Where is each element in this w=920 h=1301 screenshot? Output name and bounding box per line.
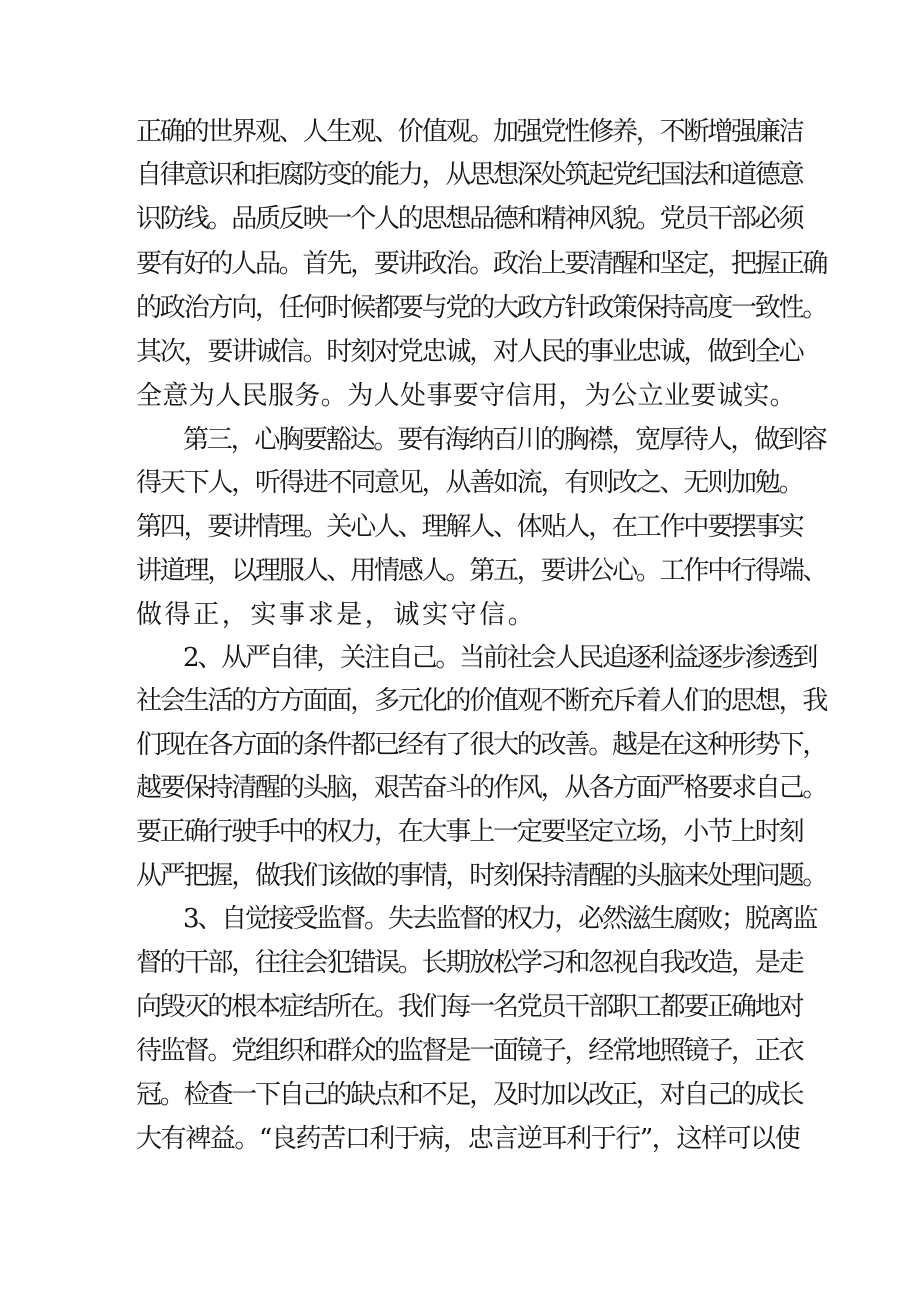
text-line: 其次，要讲诚信。时刻对党忠诚，对人民的事业忠诚，做到全心	[136, 337, 803, 367]
text-line: 督的干部，往往会犯错误。长期放松学习和忽视自我改造，是走	[136, 948, 803, 978]
text-line: 的政治方向，任何时候都要与党的大政方针政策保持高度一致性。	[136, 293, 827, 323]
text-line: 全意为人民服务。为人处事要守信用，为公立业要诚实。	[136, 381, 797, 411]
text-line: 冠。检查一下自己的缺点和不足，及时加以改正，对自己的成长	[136, 1080, 803, 1110]
paragraph-first-line: 第三，心胸要豁达。要有海纳百川的胸襟，宽厚待人，做到容	[183, 425, 826, 455]
text-line: 越要保持清醒的头脑，艰苦奋斗的作风，从各方面严格要求自己。	[136, 773, 827, 803]
text-line: 社会生活的方方面面，多元化的价值观不断充斥着人们的思想，我	[136, 686, 827, 716]
text-line: 大有裨益。“良药苦口利于病，忠言逆耳利于行”，这样可以使	[136, 1124, 800, 1154]
text-line: 第四，要讲情理。关心人、理解人、体贴人，在工作中要摆事实	[136, 512, 803, 542]
text-line: 做得正，实事求是，诚实守信。	[136, 600, 537, 630]
text-line: 待监督。党组织和群众的监督是一面镜子，经常地照镜子，正衣	[136, 1036, 803, 1066]
paragraph-first-line: 3、自觉接受监督。失去监督的权力，必然滋生腐败；脱离监	[183, 904, 817, 934]
text-line: 要正确行驶手中的权力，在大事上一定要坚定立场，小节上时刻	[136, 817, 803, 847]
text-line: 向毁灭的根本症结所在。我们每一名党员干部职工都要正确地对	[136, 992, 803, 1022]
text-line: 自律意识和拒腐防变的能力，从思想深处筑起党纪国法和道德意	[136, 160, 803, 190]
text-line: 们现在各方面的条件都已经有了很大的改善。越是在这种形势下，	[136, 730, 827, 760]
text-line: 要有好的人品。首先，要讲政治。政治上要清醒和坚定，把握正确	[136, 249, 827, 279]
text-line: 识防线。品质反映一个人的思想品德和精神风貌。党员干部必须	[136, 204, 803, 234]
text-line: 从严把握，做我们该做的事情，时刻保持清醒的头脑来处理问题。	[136, 861, 827, 891]
text-line: 正确的世界观、人生观、价值观。加强党性修养，不断增强廉洁	[136, 117, 803, 147]
text-line: 得天下人，听得进不同意见，从善如流，有则改之、无则加勉。	[136, 468, 803, 498]
text-line: 讲道理，以理服人、用情感人。第五，要讲公心。工作中行得端、	[136, 556, 827, 586]
paragraph-first-line: 2、从严自律，关注自己。当前社会人民追逐利益逐步渗透到	[183, 643, 817, 673]
